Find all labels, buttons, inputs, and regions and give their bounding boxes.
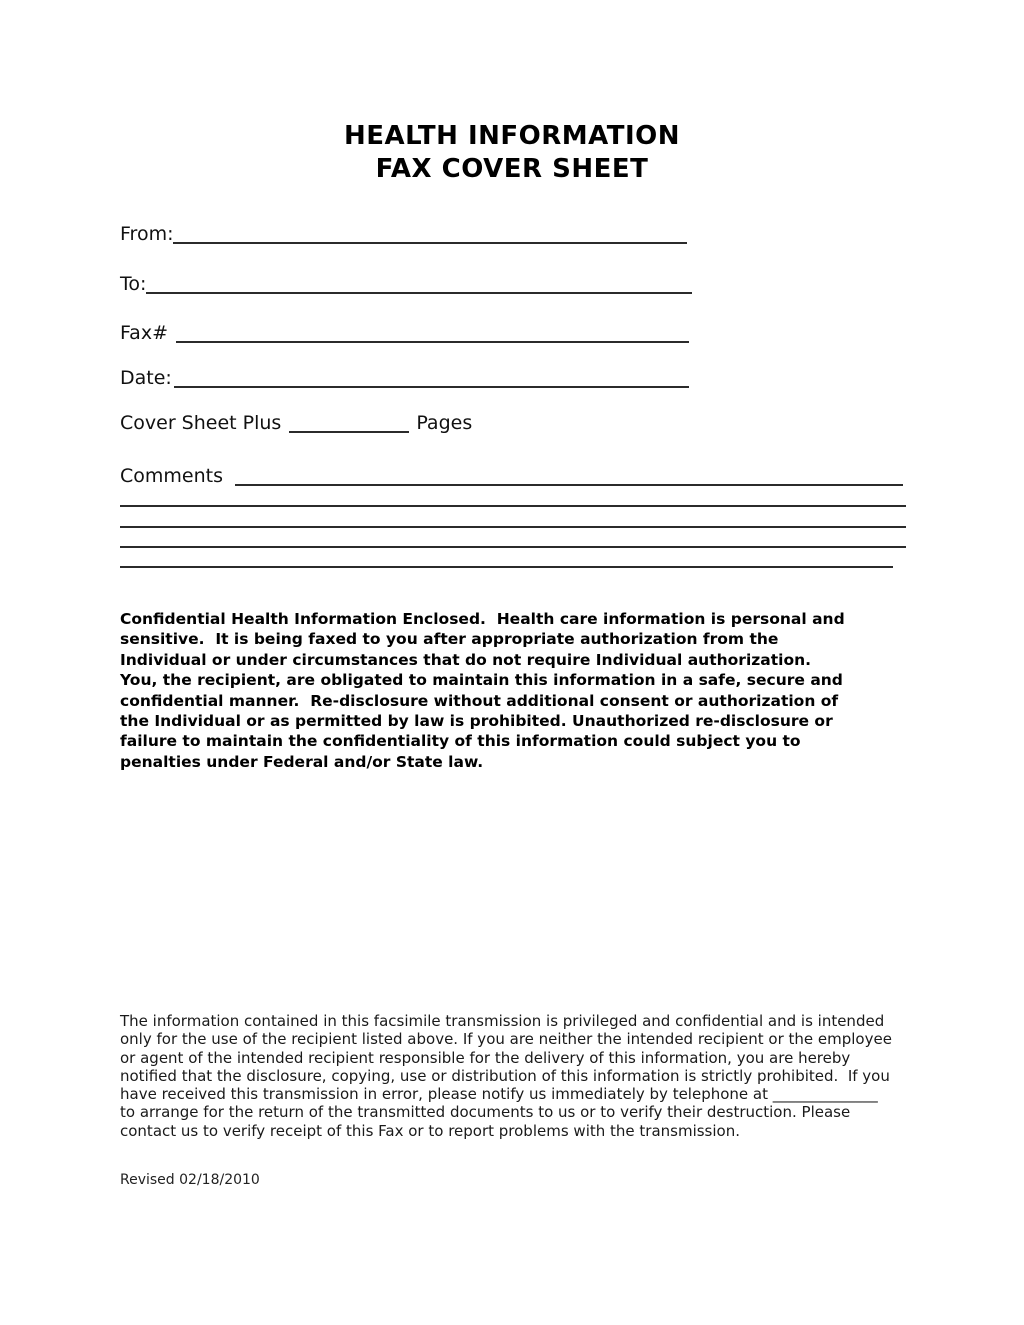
comments-extra-line-3	[120, 546, 906, 548]
comments-label: Comments	[120, 465, 223, 487]
to-field-row	[120, 272, 692, 296]
notice-line: penalties under Federal and/or State law.	[120, 752, 484, 771]
notice-line: Confidential Health Information Enclosed. Health care information is personal and	[120, 610, 845, 628]
disclaimer-line: or agent of the intended recipient responsible for the delivery of this information, you are hereby	[120, 1048, 851, 1067]
notice-line: failure to maintain the confidentiality of this information could subject you to	[120, 732, 801, 751]
title-line-2: FAX COVER SHEET	[375, 154, 649, 184]
disclaimer-line: contact us to verify receipt of this Fax or to report problems with the transmission.	[120, 1121, 740, 1140]
revised-date-footer: Revised 02/18/2010	[120, 1172, 260, 1188]
from-label: From:	[120, 223, 174, 245]
fax-blank-line	[176, 341, 689, 343]
transmission-disclaimer-paragraph	[120, 1012, 892, 1140]
cover-sheet-plus-label: Cover Sheet Plus	[120, 412, 282, 434]
page-title	[0, 120, 1024, 186]
pages-label: Pages	[416, 412, 473, 434]
date-label: Date:	[120, 367, 172, 389]
pages-count-blank-line	[289, 431, 409, 433]
comments-extra-line-1	[120, 505, 906, 507]
disclaimer-line: to arrange for the return of the transmitted documents to us or to verify their destruction. Please	[120, 1103, 851, 1122]
date-blank-line	[174, 386, 689, 388]
title-line-1: HEALTH INFORMATION	[343, 121, 681, 151]
to-blank-line	[146, 292, 692, 294]
date-field-row	[120, 366, 689, 390]
comments-field-row	[120, 464, 903, 488]
comments-extra-line-4	[120, 566, 893, 568]
cover-sheet-pages-row	[120, 411, 472, 435]
disclaimer-line: have received this transmission in error, please notify us immediately by telephone at ______________	[120, 1085, 878, 1104]
to-label: To:	[120, 273, 147, 295]
notice-line: You, the recipient, are obligated to maintain this information in a safe, secure and	[120, 671, 843, 690]
disclaimer-line: only for the use of the recipient listed above. If you are neither the intended recipient or the employee	[120, 1030, 892, 1049]
fax-label: Fax#	[120, 322, 168, 344]
confidential-notice-paragraph	[120, 609, 845, 772]
comments-extra-line-2	[120, 526, 906, 528]
comments-blank-line	[235, 484, 903, 486]
notice-line: Individual or under circumstances that do not require Individual authorization.	[120, 650, 812, 669]
from-field-row	[120, 222, 687, 246]
notice-line: the Individual or as permitted by law is prohibited. Unauthorized re-disclosure or	[120, 712, 833, 731]
notice-line: confidential manner. Re-disclosure without additional consent or authorization of	[120, 691, 839, 710]
notice-line: sensitive. It is being faxed to you after appropriate authorization from the	[120, 630, 779, 649]
from-blank-line	[173, 242, 687, 244]
disclaimer-line: notified that the disclosure, copying, use or distribution of this information is strictly prohibited. If you	[120, 1066, 890, 1085]
disclaimer-line: The information contained in this facsimile transmission is privileged and confidential and is intended	[120, 1012, 885, 1030]
fax-field-row	[120, 321, 689, 345]
